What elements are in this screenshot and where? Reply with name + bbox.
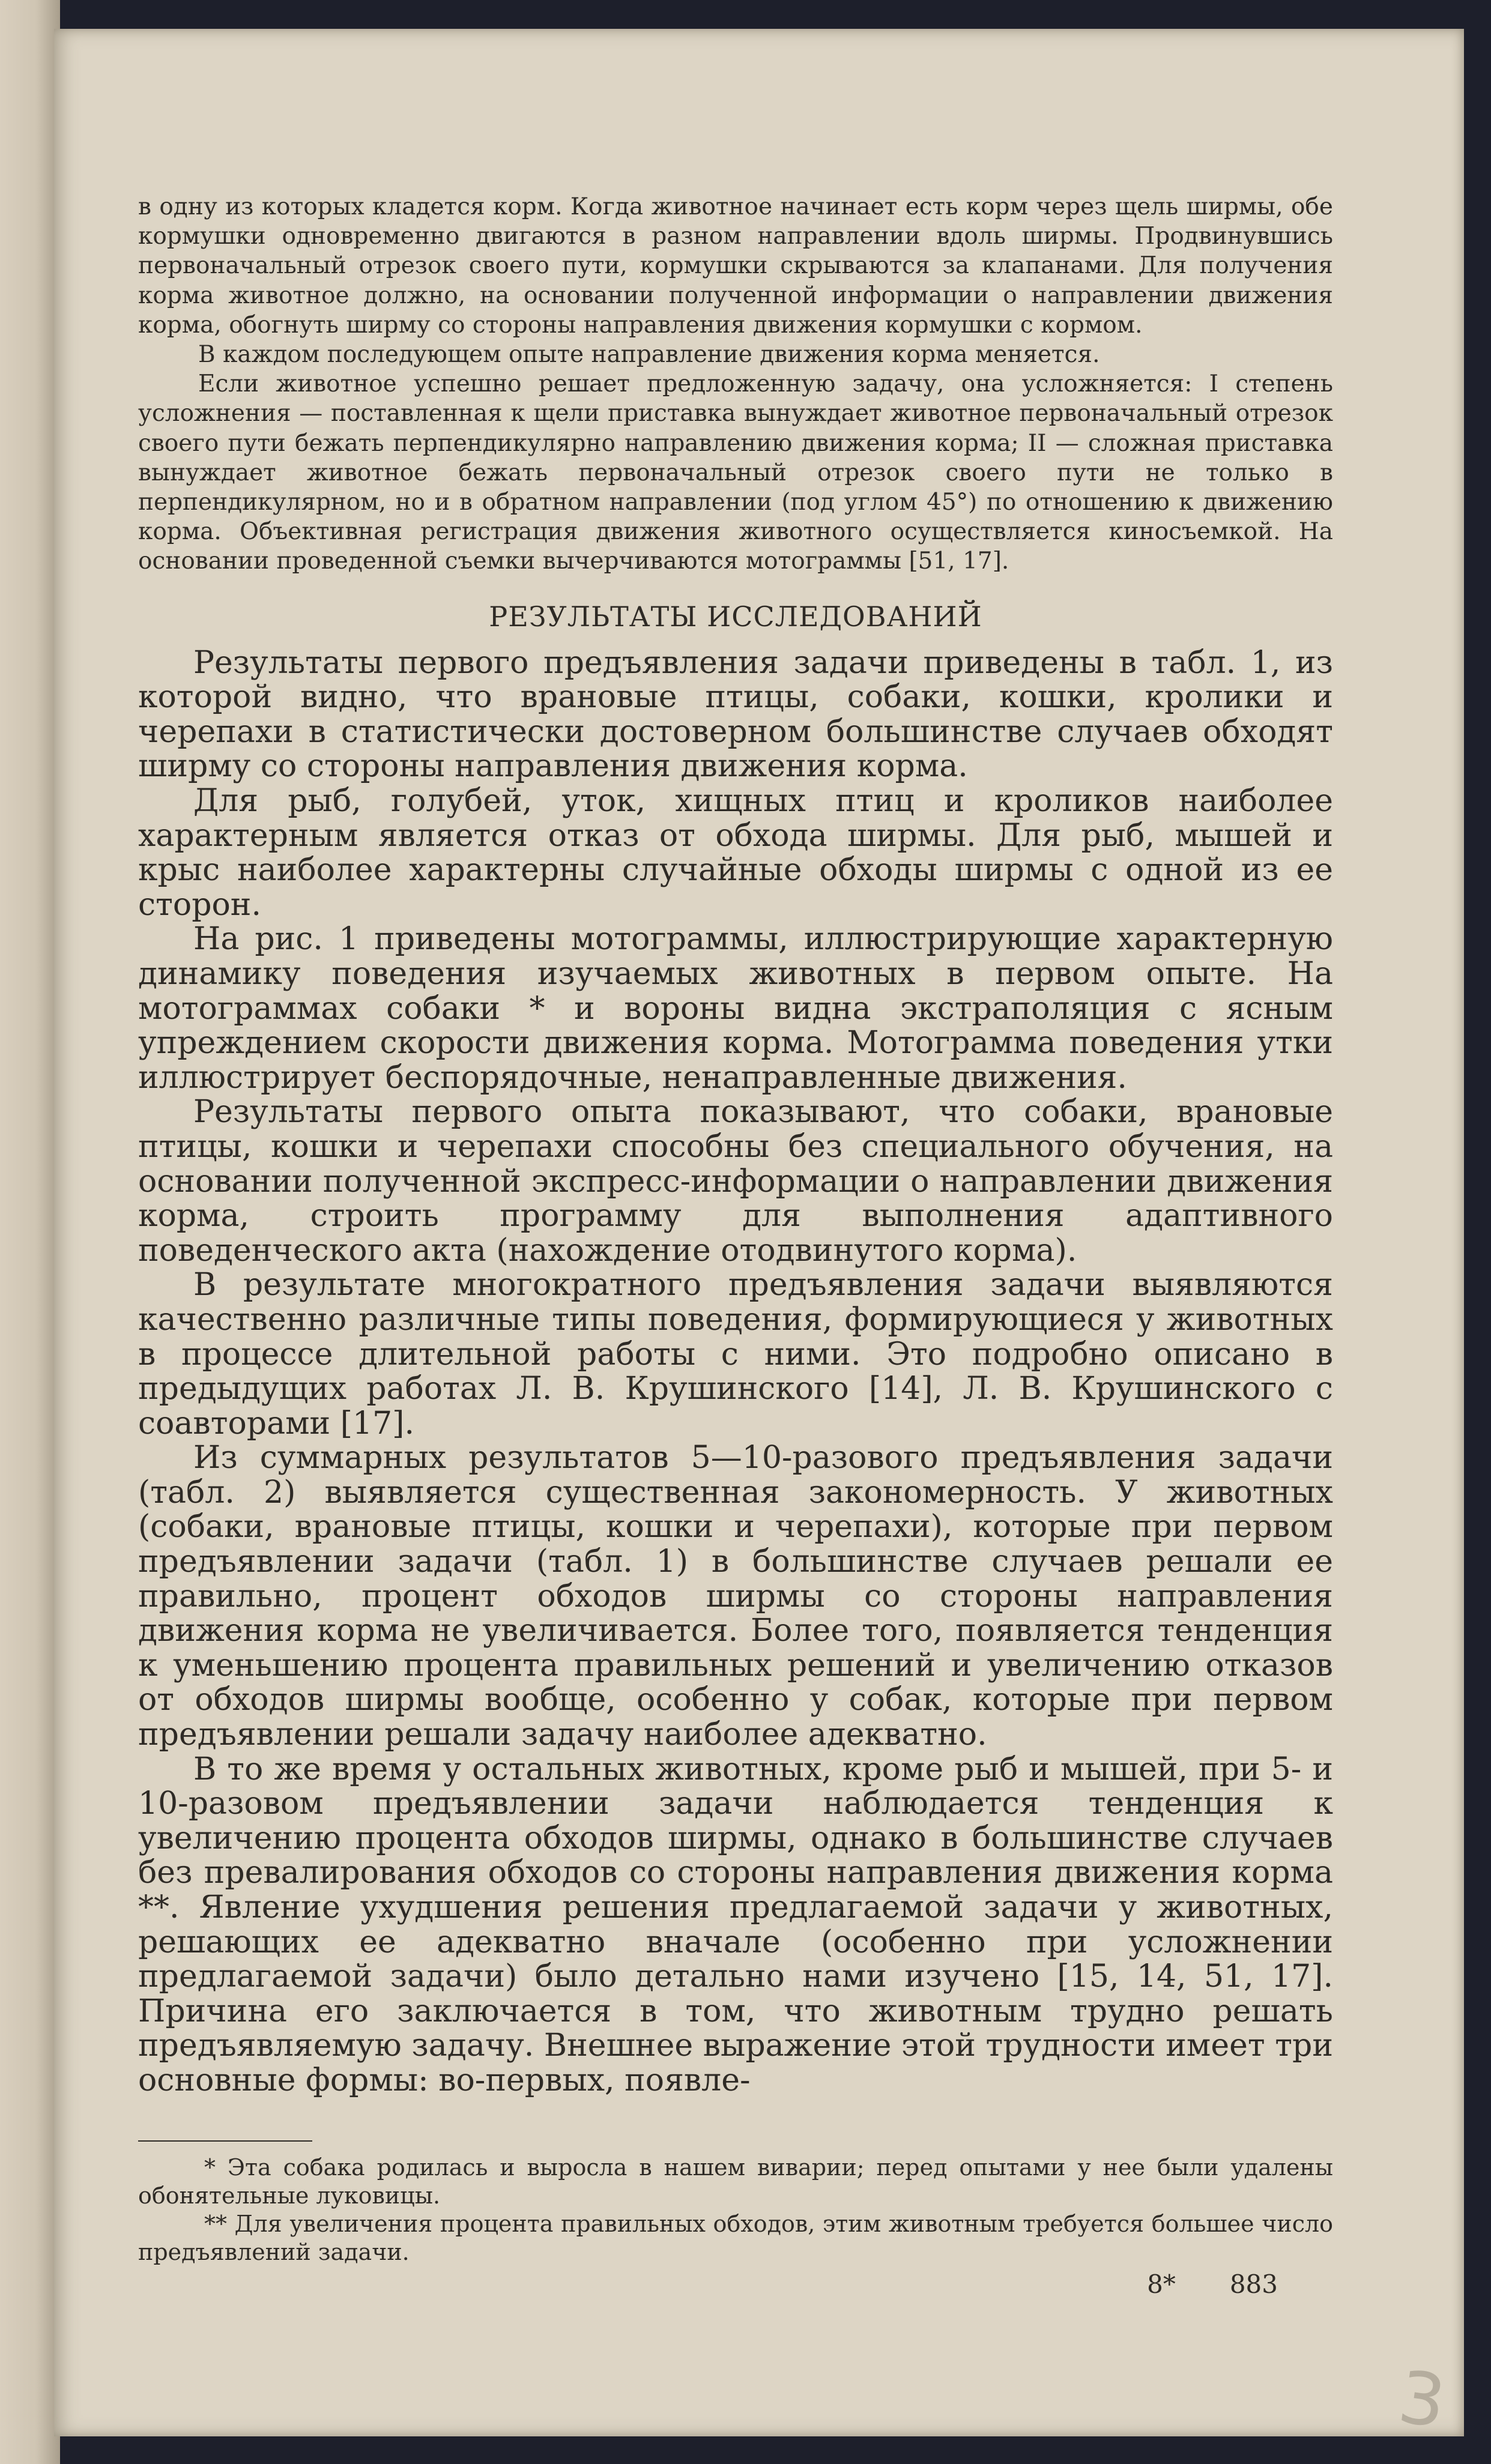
paragraph: в одну из которых кладется корм. Когда животное начинает есть корм через щель ширмы, обе кормушки одновременно двигаются в разном направлении вдоль ширмы. Продвинувшись первоначальный отрезок своего пути, кормушки скрываются за клапанами. Для получения корма животное должно, на основании полученной информации о направлении движения корма, обогнуть ширму со стороны направления движения кормушки с кормом. [138,193,1333,339]
footnote: ** Для увеличения процента правильных обходов, этим животным требуется большее число предъявлений задачи. [138,2210,1333,2265]
book-page [54,29,1464,2445]
printer-signature: 8* [1147,2269,1176,2299]
paragraph: Результаты первого предъявления задачи приведены в табл. 1, из которой видно, что врановые птицы, собаки, кошки, кролики и черепахи в статистически достоверном большинстве случаев обходят ширму со стороны направления движения корма. [138,644,1333,785]
page-text [138,192,1333,2266]
footnote-divider [138,2140,312,2142]
section-heading: РЕЗУЛЬТАТЫ ИССЛЕДОВАНИЙ [489,600,982,633]
paragraph: В результате многократного предъявления задачи выявляются качественно различные типы поведения, формирующиеся у животных в процессе длительной работы с ними. Это подробно описано в предыдущих работах Л. В. Крушинского [14], Л. В. Крушинского с соавторами [17]. [138,1267,1333,1442]
page-footer [1147,2269,1278,2299]
paragraph: Для рыб, голубей, уток, хищных птиц и кроликов наиболее характерным является отказ от обхода ширмы. Для рыб, мышей и крыс наиболее характерны случайные обходы ширмы с одной из ее сторон. [138,783,1333,923]
paragraph: Из суммарных результатов 5—10-разового предъявления задачи (табл. 2) выявляется существенная закономерность. У животных (собаки, врановые птицы, кошки и черепахи), которые при первом предъявлении задачи (табл. 1) в большинстве случаев решали ее правильно, процент обходов ширмы со стороны направления движения корма не увеличивается. Более того, появляется тенденция к уменьшению процента правильных решений и увеличению отказов от обходов ширмы вообще, особенно у собак, которые при первом предъявлении решали задачу наиболее адекватно. [138,1440,1333,1753]
footnotes [138,2154,1333,2266]
footnote: * Эта собака родилась и выросла в нашем виварии; перед опытами у нее были удалены обонятельные луковицы. [138,2154,1333,2209]
paragraph: Результаты первого опыта показывают, что собаки, врановые птицы, кошки и черепахи способны без специального обучения, на основании полученной экспресс-информации о направлении движения корма, строить программу для выполнения адаптивного поведенческого акта (нахождение отодвинутого корма). [138,1094,1333,1269]
page-number: 883 [1229,2269,1278,2299]
method-description [138,192,1333,576]
paragraph: В каждом последующем опыте направление движения корма меняется. [198,341,1100,369]
paragraph: В то же время у остальных животных, кроме рыб и мышей, при 5- и 10-разовом предъявлении задачи наблюдается тенденция к увеличению процента обходов ширмы, однако в большинстве случаев без превалирования обходов со стороны направления движения корма **. Явление ухудшения решения предлагаемой задачи у животных, решающих ее адекватно вначале (особенно при усложнении предлагаемой задачи) было детально нами изучено [15, 14, 51, 17]. Причина его заключается в том, что животным трудно решать предъявляемую задачу. Внешнее выражение этой трудности имеет три основные формы: во-первых, появле- [138,1751,1333,2098]
results-text [138,646,1333,2098]
handwritten-mark: 3 [1393,2355,1451,2445]
paragraph: Если животное успешно решает предложенную задачу, она усложняется: I степень усложнения — поставленная к щели приставка вынуждает животное первоначальный отрезок своего пути бежать перпендикулярно направлению движения корма; II — сложная приставка вынуждает животное бежать первоначальный отрезок своего пути не только в перпендикулярном, но и в обратном направлении (под углом 45°) по отношению к движению корма. Объективная регистрация движения животного осуществляется киносъемкой. На основании проведенной съемки вычерчиваются мотограммы [51, 17]. [138,370,1333,575]
paragraph: На рис. 1 приведены мотограммы, иллюстрирующие характерную динамику поведения изучаемых животных в первом опыте. На мотограммах собаки * и вороны видна экстраполяция с ясным упреждением скорости движения корма. Мотограмма поведения утки иллюстрирует беспорядочные, ненаправленные движения. [138,921,1333,1096]
facing-page-edge [0,0,60,2464]
